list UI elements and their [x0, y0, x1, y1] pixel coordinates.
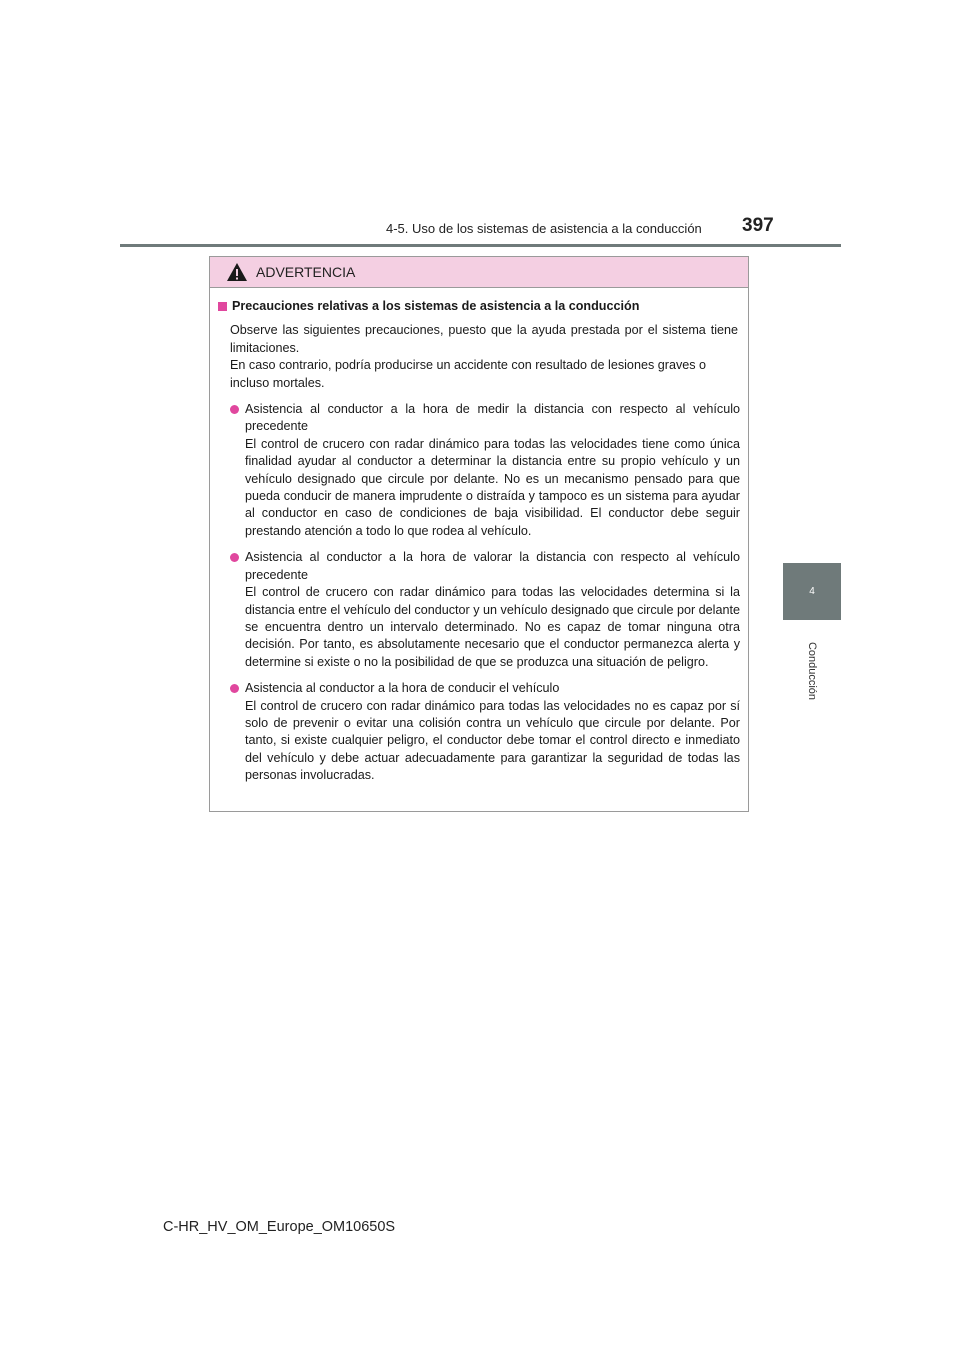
warning-bullet-item [218, 549, 740, 671]
bullet-body: El control de crucero con radar dinámico para todas las velocidades no es capaz por sí solo de prevenir o evitar una colisión contra un vehículo que circule por delante. Por tanto, si existe cualquier peligro, el conductor debe tomar el control directo e inmediato del vehículo y debe actuar adecuadamente para garantizar la seguridad de todas las personas involucradas. [245, 698, 740, 783]
dot-bullet-icon [230, 405, 239, 414]
warning-section-title [218, 298, 740, 315]
intro-paragraph: Observe las siguientes precauciones, puesto que la ayuda prestada por el sistema tiene limitaciones. [230, 323, 738, 355]
chapter-tab [783, 563, 841, 620]
dot-bullet-icon [230, 684, 239, 693]
warning-title: ADVERTENCIA [256, 264, 356, 280]
square-bullet-icon [218, 302, 227, 311]
chapter-number: 4 [809, 586, 815, 597]
bullet-text [245, 680, 740, 784]
bullet-heading: Asistencia al conductor a la hora de conducir el vehículo [245, 681, 560, 696]
footer-doc-code: C-HR_HV_OM_Europe_OM10650S [163, 1219, 396, 1235]
warning-body [210, 288, 748, 785]
bullet-heading: Asistencia al conductor a la hora de medir la distancia con respecto al vehículo precedente [245, 402, 740, 434]
page-number: 397 [742, 215, 774, 236]
dot-bullet-icon [230, 553, 239, 562]
warning-bullet-item [218, 401, 740, 540]
bullet-heading: Asistencia al conductor a la hora de valorar la distancia con respecto al vehículo precedente [245, 550, 740, 582]
chapter-label: Conducción [806, 641, 818, 701]
warning-intro [218, 322, 740, 392]
warning-header [210, 257, 748, 288]
bullet-text [245, 549, 740, 671]
intro-paragraph: En caso contrario, podría producirse un accidente con resultado de lesiones graves o incluso mortales. [230, 358, 707, 390]
bullet-body: El control de crucero con radar dinámico para todas las velocidades tiene como única finalidad ayudar al conductor a determinar la distancia entre su propio vehículo y un vehículo designado que circule por delante. No es un mecanismo pensado para que pueda conducir de manera imprudente o distraída y tampoco es un sistema para ayudar al conductor en caso de condiciones de baja visibilidad. El conductor debe seguir prestando atención a todo lo que rodea al vehículo. [245, 436, 740, 538]
bullet-text [245, 401, 740, 540]
warning-box [209, 256, 749, 812]
section-title-text: Precauciones relativas a los sistemas de asistencia a la conducción [232, 299, 640, 313]
bullet-body: El control de crucero con radar dinámico para todas las velocidades determina si la distancia entre el vehículo del conductor y un vehículo designado que circule por delante se encuentra dentro un intervalo determinado. No es capaz de tomar ninguna otra decisión. Por tanto, es absolutamente necesario que el conductor permanezca alerta y determine si existe o no la posibilidad de que se produzca una situación de peligro. [245, 585, 740, 669]
warning-bullet-item [218, 680, 740, 784]
header-rule [120, 244, 841, 247]
warning-triangle-icon [226, 262, 248, 282]
header-section-title: 4-5. Uso de los sistemas de asistencia a la conducción [386, 221, 702, 236]
